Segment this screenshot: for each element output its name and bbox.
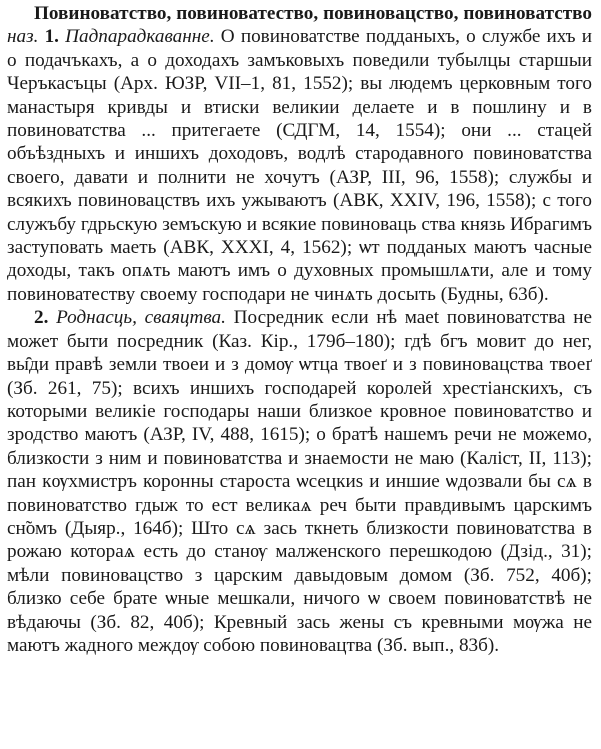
sense-number: 1. [44,26,59,48]
headword: Повиноватство, повиноватество, повиновацство, повиноватство [34,3,592,24]
entry-paragraph-sense-2 [7,306,592,657]
sense-citations: О повиноватстве подданыхъ, о службе ихъ и о подачъкахъ, а о доходахъ замъковыхъ поведили тубылцы старшыи Черъкасъцы (Арх. ЮЗР, VII–1, 81, 1552); вы людемъ церковным того манастыря кривды и втиски великии делаете и в пошлину и в повиноватства ... притегаете (СДГМ, 14, 1554); они ... стацей объѣздныхъ и иншихъ доходовъ, водлѣ стародавного повиноватства своего, давати и полнити не хочутъ (АЗР, III, 96, 1558); службы и всякихъ повиновацствъ ихъ ужываютъ (АВК, XXIV, 196, 1558); с того служъбу гдрьскую земъскую и всякие повиноваць ства князь Ибрагимъ заступовать маеть (АВК, XXXI, 4, 1562); ѡт подданых маютъ часные доходы, такъ опѧть маютъ имъ о духовных промышлѧти, але и тому повиноватеству своему господари не чинѧть досыть (Будны, 63б). [7,26,593,305]
sense-citations: Посредник если нѣ маеt повиноватства не может быти посредник (Каз. Кір., 179б–180); гдѣ бгъ мовит до нег, вы̑ди правѣ земли твоеи и з домѹ ѡтца твоеґ и з повиновацства твоеґ (Зб. 261, 75); всихъ иншихъ господарей королей хрестіанскихъ, съ которыми великіе господары наши близкое кровное повиноватство и зродство маютъ (АЗР, IV, 488, 1615); о братѣ нашемъ речи не можемо, близкости з ним и повиноватства и знаемости не маю (Каліст, II, 113); пан кѹхмистръ коронны старостa ѡсецкиs и иншие ѡдозвали бы сѧ в повиноватство гдыж то ест великаѧ реч быти правдивымъ царскимъ сн̃омъ (Дыяр., 164б); Што сѧ зась ткнеть близкости повиноватства в рожаю котораѧ есть до станѹ малженского перешкодою (Дзід., 31); мѣли повиновацство з царским давыдовым домом (Зб. 752, 40б); близко себе брате ѡные мешкали, ничого ѡ своем повиноватствѣ не вѣдаючы (Зб. 82, 40б); Кревный зась жены съ кревными мѹжа не маютъ жадного междѹ собою повиновацтва (Зб. вып., 83б). [7,307,593,656]
sense-number: 2. [34,307,49,329]
sense-gloss: Роднасць, сваяцтва. [56,307,226,329]
grammar-label: наз. [7,26,39,48]
entry-paragraph-sense-1 [7,2,592,306]
sense-gloss: Падпарадкаванне. [65,26,215,48]
